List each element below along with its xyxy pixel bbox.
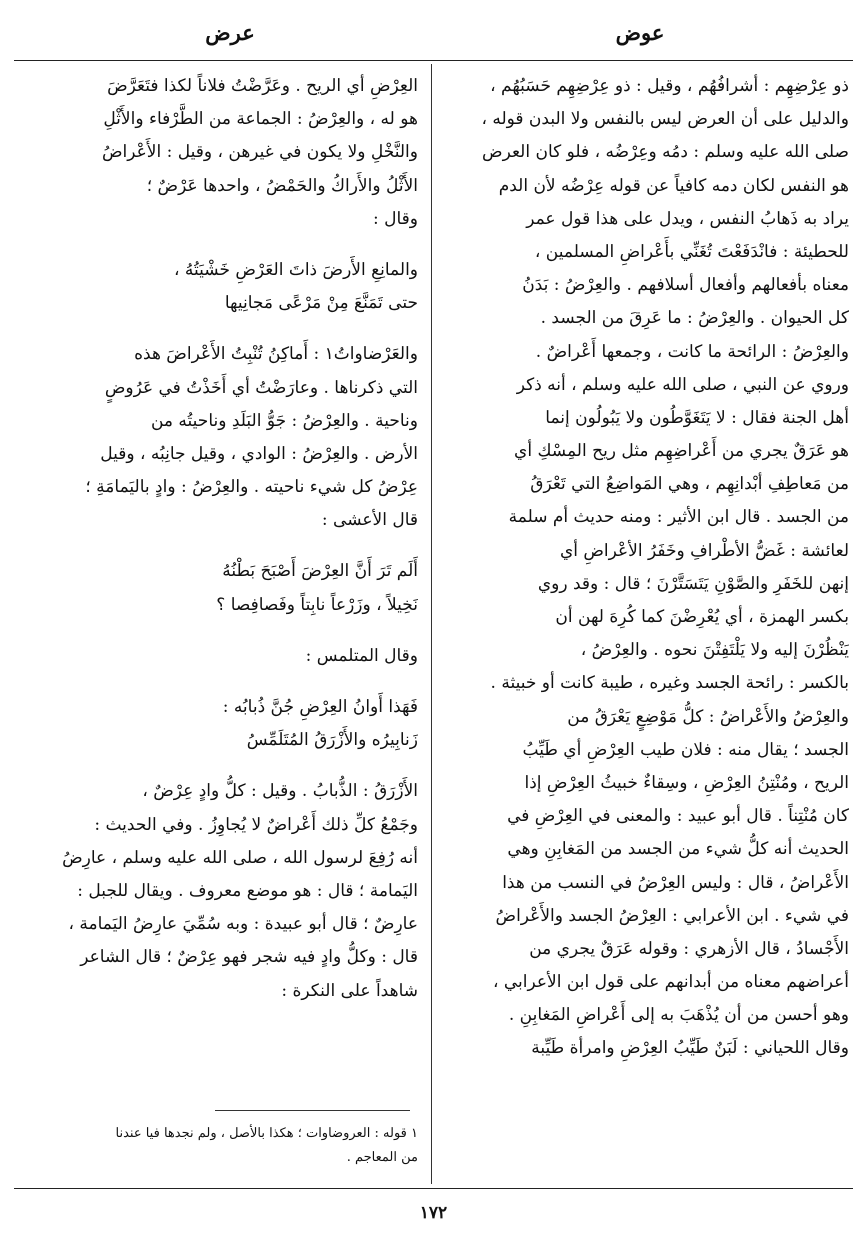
- text-line: والعَرْضاواتُ١ : أَماكِنُ تُنْبِتُ الأَعْراضَ هذه: [134, 344, 418, 365]
- running-head-left: عرض: [205, 20, 255, 45]
- verse-spacer: [24, 537, 418, 555]
- text-line: وجَمْعُ كلِّ ذلك أَعْراضٌ لا يُجاوِزُ . وفي الحديث :: [94, 814, 418, 835]
- text-line: والعِرْضُ والأَعْراضُ : كلُّ مَوْضِعٍ يَعْرَقُ من: [567, 706, 849, 727]
- footnote-rule: [215, 1110, 410, 1111]
- text-line: اليَمامة ؛ قال : هو موضع معروف . ويقال للجبل :: [77, 880, 418, 901]
- verse-line: حتى تَمَنَّعَ مِنْ مَرْعًى مَجانِيها: [224, 293, 418, 314]
- text-line: كل الحيوان . والعِرْضُ : ما عَرِقَ من الجسد .: [540, 308, 849, 329]
- text-line: وقال اللحياني : لَبَنٌ طَيِّبُ العِرْضِ وامرأة طَيِّبة: [531, 1038, 849, 1059]
- text-line: شاهداً على النكرة :: [281, 980, 418, 1001]
- page-number: ١٧٢: [419, 1203, 448, 1223]
- verse-line: فَهَذا أَوانُ العِرْضِ جُنَّ ذُبابُه :: [222, 697, 418, 717]
- header-rule: [14, 60, 853, 61]
- text-line: عارِضٌ ؛ قال أبو عبيدة : وبه سُمِّيَ عارِضُ اليَمامة ،: [68, 914, 418, 935]
- text-line: الأرض . والعِرْضُ : الوادي ، وقيل جانِبُه ، وقيل: [100, 443, 418, 464]
- text-line: قال : وكلُّ وادٍ فيه شجر فهو عِرْضٌ ؛ قال الشاعر: [80, 947, 418, 968]
- verse-line: والمانِعِ الأَرضَ ذاتَ العَرْضِ خَشْيَتُهُ ،: [174, 259, 418, 280]
- footnote-line: ١ قوله : العروضاوات ؛ هكذا بالأصل ، ولم نجدها فيا عندنا: [115, 1126, 418, 1141]
- text-line: أهل الجنة فقال : لا يَتَغَوَّطُون ولا يَبُولُون إنما: [545, 407, 849, 428]
- text-line: من الجسد . قال ابن الأثير : ومنه حديث أم سلمة: [508, 507, 849, 528]
- text-line: والدليل على أن العرض ليس بالنفس ولا البدن قوله ،: [481, 109, 849, 130]
- verse-spacer: [24, 673, 418, 691]
- verse-spacer: [24, 622, 418, 640]
- text-line: الأَزْرَقُ : الذُّبابُ . وقيل : كلُّ وادٍ عِرْضٌ ،: [142, 781, 418, 802]
- footnote-line: من المعاجم .: [346, 1150, 418, 1165]
- verse-spacer: [24, 320, 418, 338]
- text-line: لعائشة : غَضُّ الأطْرافِ وخَفَرُ الأعْراضِ أي: [559, 540, 849, 561]
- text-line: الجسد ؛ يقال منه : فلان طيب العِرْضِ أي طَيِّبُ: [522, 739, 849, 760]
- text-line: في شيء . ابن الأعرابي : العِرْضُ الجسد والأَعْراضُ: [495, 905, 849, 926]
- footnote: [24, 1122, 418, 1170]
- text-line: للحطيئة : فانْدَفَعْتَ تُغَنِّي بأَعْراضِ المسلمين ،: [534, 241, 849, 262]
- text-line: وروي عن النبي ، صلى الله عليه وسلم ، أنه ذكر: [516, 374, 849, 395]
- text-line: وناحية . والعِرْضُ : جَوُّ البَلَدِ وناحيتُه من: [150, 410, 418, 431]
- left-column: [24, 70, 418, 1008]
- verse-spacer: [24, 236, 418, 254]
- text-line: هو النفس لكان دمه كافياً عن قوله عِرْضُه لأن الدم: [498, 175, 849, 196]
- text-line: هو له ، والعِرْضُ : الجماعة من الطَّرْفاء والأَثْلِ: [103, 109, 418, 130]
- text-line: كان مُنْتِناً . قال أبو عبيد : والمعنى في العِرْضِ في: [507, 806, 849, 827]
- verse-line: أَلَم تَرَ أَنَّ العِرْضَ أَصْبَحَ بَطْنُهُ: [222, 561, 418, 582]
- running-head-right: عوض: [615, 20, 665, 45]
- text-line: يَنْظُرْنَ إليه ولا يَلْتَفِتْنَ نحوه . والعِرْضُ ،: [580, 640, 849, 661]
- text-line: وقال المتلمس :: [305, 645, 418, 666]
- text-line: وهو أحسن من أن يُذْهَبَ به إلى أَعْراضِ المَغابِنِ .: [508, 1005, 849, 1026]
- text-line: أنه رُفِعَ لرسول الله ، صلى الله عليه وسلم ، عارِضُ: [62, 847, 418, 868]
- text-line: من مَعاطِفِ أبْدانِهِم ، وهي المَواضِعُ التي تَعْرَقُ: [530, 474, 849, 495]
- verse-line: زَنابِيرُه والأَزْرَقُ المُتَلَمِّسُ: [246, 730, 418, 751]
- text-line: قال الأعشى :: [321, 510, 418, 531]
- verse-line: نَخِيلاً ، وزَرْعاً نابِتاً وفَصافِصا ؟: [216, 594, 418, 615]
- footer-rule: [14, 1188, 853, 1189]
- text-line: بالكسر : رائحة الجسد وغيره ، طيبة كانت أو خبيثة .: [490, 673, 849, 694]
- text-line: عِرْضُ كل شيء ناحيته . والعِرْضُ : وادٍ باليَمامَةِ ؛: [85, 477, 418, 498]
- text-line: الأَثْلُ والأَراكُ والحَمْضُ ، واحدها عَرْضٌ ؛: [146, 175, 418, 196]
- right-column: [444, 70, 849, 1066]
- text-line: صلى الله عليه وسلم : دمُه وعِرْضُه ، فلو كان العرض: [482, 142, 849, 163]
- text-line: التي ذكرناها . وعارَضْتُ أي أَخَذْتُ في عَرُوضٍ: [104, 377, 418, 398]
- text-line: أعراضهم معناه من أبدانهم على قول ابن الأعرابي ،: [493, 972, 849, 993]
- text-line: الأَعْراضُ ، قال : وليس العِرْضُ في النسب من هذا: [502, 872, 849, 893]
- text-line: معناه بأفعالهم وأفعال أسلافهم . والعِرْضُ : بَدَنُ: [522, 275, 849, 296]
- text-line: هو عَرَقٌ يجري من أَعْراضِهِم مثل ريح المِسْكِ أي: [514, 441, 849, 462]
- text-line: وقال :: [373, 208, 418, 229]
- text-line: والعِرْضُ : الرائحة ما كانت ، وجمعها أَعْراضٌ .: [535, 341, 849, 362]
- text-line: يراد به ذَهابُ النفس ، ويدل على هذا قول عمر: [526, 208, 849, 229]
- text-line: بكسر الهمزة ، أي يُعْرِضْنَ كما كُرِهَ لهن أن: [555, 607, 849, 627]
- verse-spacer: [24, 757, 418, 775]
- text-line: والنَّخْلِ ولا يكون في غيرهن ، وقيل : الأَعْراضُ: [102, 142, 418, 163]
- text-line: الأَجْسادُ ، قال الأزهري : وقوله عَرَقٌ يجري من: [529, 938, 849, 959]
- column-separator: [431, 64, 432, 1184]
- text-line: العِرْضِ أي الريح . وعَرَّضْتُ فلاناً لكذا فتَعَرَّضَ: [107, 76, 418, 96]
- text-line: ذو عِرْضِهِم : أشرافُهُم ، وقيل : ذو عِرْضِهِم حَسَبُهُم ،: [490, 76, 849, 96]
- text-line: الحديث أنه كلُّ شيء من الجسد من المَغابِنِ وهي: [507, 839, 849, 860]
- text-line: إنهن للخَفَرِ والصَّوْنِ يَتَسَتَّرْنَ ؛ قال : وقد روي: [537, 573, 849, 594]
- text-line: الريح ، ومُنْتِنُ العِرْضِ ، وسِقاءٌ خبيثُ العِرْضِ إذا: [524, 772, 849, 793]
